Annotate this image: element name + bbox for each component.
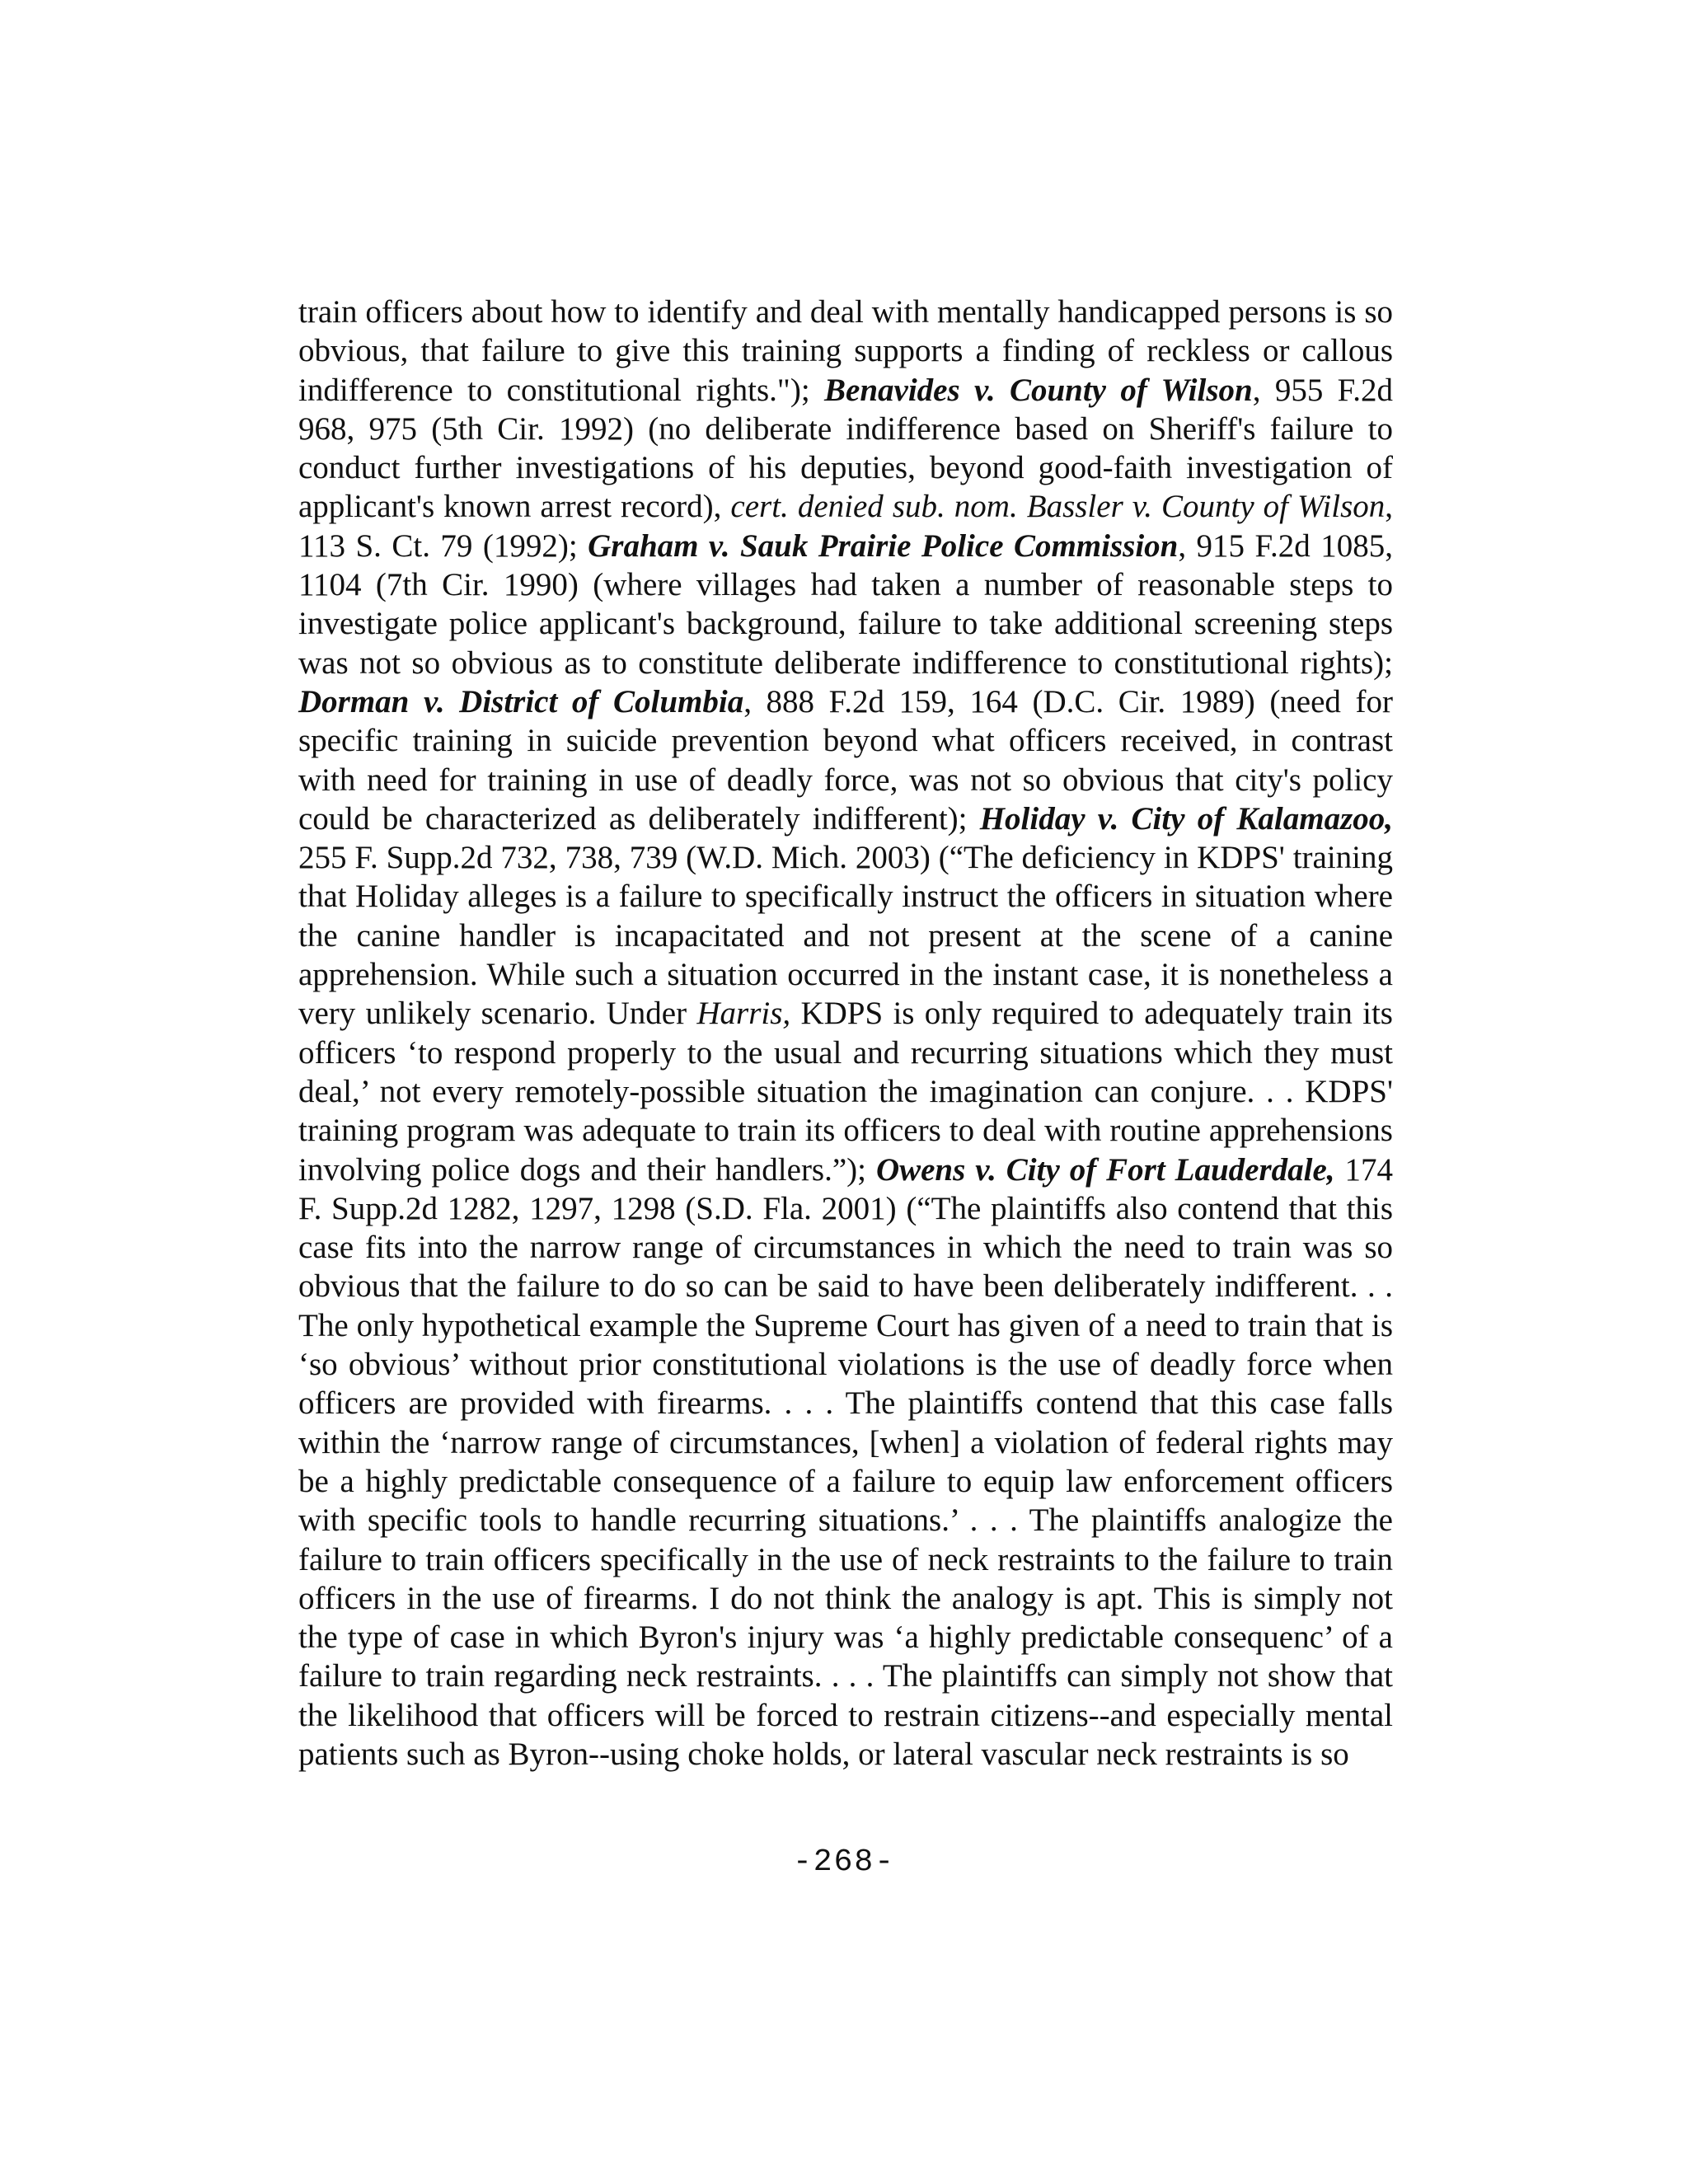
text-run: , 113 S. Ct. 79 (1992); bbox=[298, 489, 1393, 564]
body-paragraph bbox=[298, 293, 1393, 1774]
text-run: KDPS is only required to adequately train its officers ‘to respond properly to the usual and recurring situations which they must deal,’ not every remotely-possible situation the imagination can conjure. . . KDPS' training program was adequate to train its officers to deal with routine apprehensions involving police dogs and their handlers.”); bbox=[298, 996, 1393, 1188]
italic-citation-cert-denied: cert. denied sub. nom. Bassler v. County of Wilson bbox=[730, 489, 1386, 525]
case-citation-graham: Graham v. Sauk Prairie Police Commission bbox=[588, 527, 1179, 564]
italic-case-name-harris: Harris, bbox=[696, 996, 791, 1032]
text-run: , 915 F.2d 1085, 1104 (7th Cir. 1990) (where villages had taken a number of reasonable steps to investigate police applicant's background, failure to take additional screening steps was not so obvious as to constitute deliberate indifference to constitutional rights); bbox=[298, 527, 1393, 681]
text-run: train officers about how to identify and deal with mentally handicapped persons is so obvious, that failure to give this training supports a finding of reckless or callous indifference to constitutional rights."); bbox=[298, 294, 1393, 408]
text-run: , 955 F.2d 968, 975 (5th Cir. 1992) (no deliberate indifference based on Sheriff's failure to conduct further investigations of his deputies, beyond good-faith investigation of applicant's known arrest record), bbox=[298, 372, 1393, 525]
text-run: , 888 F.2d 159, 164 (D.C. Cir. 1989) (need for specific training in suicide prevention beyond what officers received, in contrast with need for training in use of deadly force, was not so obvious that city's policy could be characterized as deliberately indifferent); bbox=[298, 683, 1393, 837]
text-run: 174 F. Supp.2d 1282, 1297, 1298 (S.D. Fla. 2001) (“The plaintiffs also contend that this case fits into the narrow range of circumstances in which the need to train was so obvious that the failure to do so can be said to have been deliberately indifferent. . . The only hypothetical example the Supreme Court has given of a need to train that is ‘so obvious’ without prior constitutional violations is the use of deadly force when officers are provided with firearms. . . . The plaintiffs contend that this case falls within the ‘narrow range of circumstances, [when] a violation of federal rights may be a highly predictable consequence of a failure to equip law enforcement officers with specific tools to handle recurring situations.’ . . . The plaintiffs analogize the failure to train officers specifically in the use of neck restraints to the failure to train officers in the use of firearms. I do not think the analogy is apt. This is simply not the type of case in which Byron's injury was ‘a highly predictable consequenc’ of a failure to train regarding neck restraints. . . . The plaintiffs can simply not show that the likelihood that officers will be forced to restrain citizens--and especially mental patients such as Byron--using choke holds, or lateral vascular neck restraints is so bbox=[298, 1151, 1393, 1772]
case-citation-holiday: Holiday v. City of Kalamazoo, bbox=[979, 800, 1393, 837]
case-citation-benavides: Benavides v. County of Wilson bbox=[824, 372, 1253, 408]
case-citation-dorman: Dorman v. District of Columbia bbox=[298, 683, 744, 719]
text-run: 255 F. Supp.2d 732, 738, 739 (W.D. Mich. 2003) (“The deficiency in KDPS' training that Holiday alleges is a failure to specifically instruct the officers in situation where the canine handler is incapacitated and not present at the scene of a canine apprehension. While such a situation occurred in the instant case, it is nonetheless a very unlikely scenario. Under bbox=[298, 840, 1393, 1032]
body-text bbox=[298, 293, 1393, 1774]
page-number: -268- bbox=[792, 1844, 896, 1880]
case-citation-owens: Owens v. City of Fort Lauderdale, bbox=[875, 1151, 1335, 1188]
